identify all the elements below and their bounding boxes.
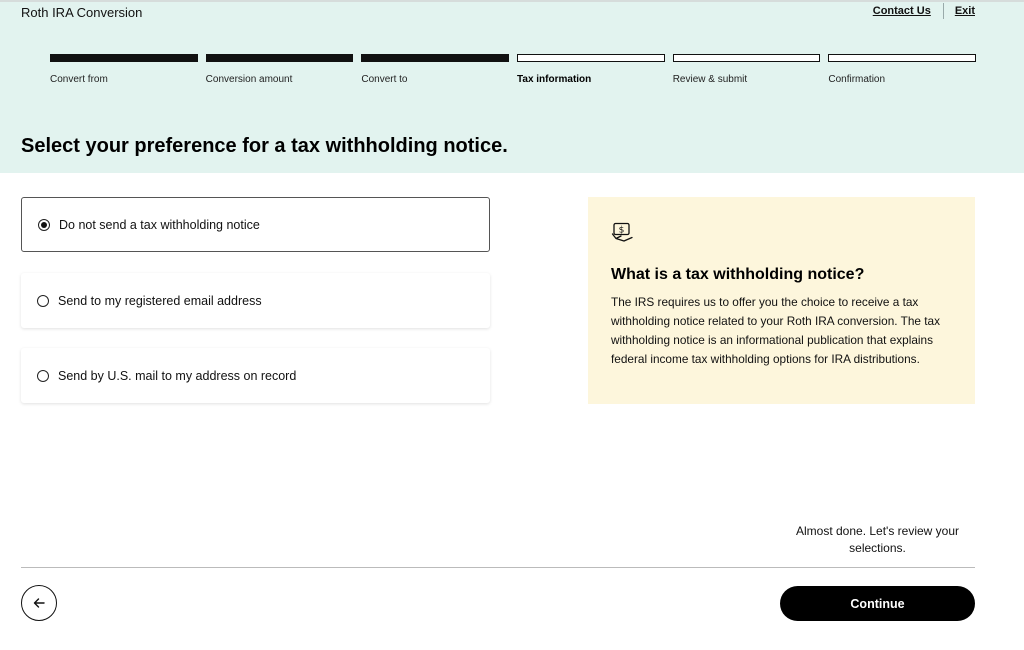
back-button[interactable] — [21, 585, 57, 621]
option-mail[interactable] — [21, 348, 490, 403]
continue-button[interactable]: Continue — [780, 586, 975, 621]
step-label: Convert to — [361, 74, 408, 85]
top-links — [873, 3, 975, 19]
step-bar — [828, 54, 976, 62]
option-label: Do not send a tax withholding notice — [59, 217, 260, 232]
info-title: What is a tax withholding notice? — [611, 266, 865, 283]
step-bar — [50, 54, 198, 62]
step-bar — [361, 54, 509, 62]
step-bar — [673, 54, 821, 62]
step-label: Conversion amount — [205, 74, 293, 85]
radio-button-selected[interactable] — [38, 219, 50, 231]
step-label: Review & submit — [672, 74, 748, 85]
step-convert-to — [361, 54, 509, 85]
info-card — [588, 197, 975, 404]
option-label: Send to my registered email address — [58, 293, 262, 308]
info-body: The IRS requires us to offer you the choice to receive a tax withholding notice related to your Roth IRA conversion. The tax withholding notice is an informational publication that explains federal income tax withholding options for IRA distributions. — [611, 295, 940, 366]
review-hint: Almost done. Let's review your selections. — [795, 524, 960, 555]
step-label: Confirmation — [828, 74, 886, 85]
contact-us-link[interactable]: Contact Us — [872, 5, 931, 17]
page-title: Select your preference for a tax withholding notice. — [21, 135, 508, 157]
step-label: Tax information — [517, 74, 592, 85]
step-confirmation — [828, 54, 976, 85]
step-convert-from — [50, 54, 198, 85]
step-bar — [206, 54, 354, 62]
step-bar — [517, 54, 665, 62]
radio-button[interactable] — [37, 370, 49, 382]
header-band — [0, 0, 1024, 173]
progress-stepper — [50, 54, 976, 85]
step-label: Convert from — [50, 74, 108, 85]
step-tax-information — [517, 54, 665, 85]
svg-text:$: $ — [618, 225, 625, 236]
option-label: Send by U.S. mail to my address on record — [58, 368, 297, 383]
footer-divider — [21, 567, 975, 568]
radio-button[interactable] — [37, 295, 49, 307]
step-conversion-amount — [206, 54, 354, 85]
app-title: Roth IRA Conversion — [21, 5, 143, 20]
link-divider — [943, 3, 944, 19]
arrow-left-icon — [32, 596, 46, 610]
option-no-notice[interactable] — [21, 197, 490, 252]
option-email[interactable] — [21, 273, 490, 328]
step-review-submit — [673, 54, 821, 85]
exit-link[interactable]: Exit — [954, 5, 975, 17]
hand-money-icon — [611, 221, 635, 243]
